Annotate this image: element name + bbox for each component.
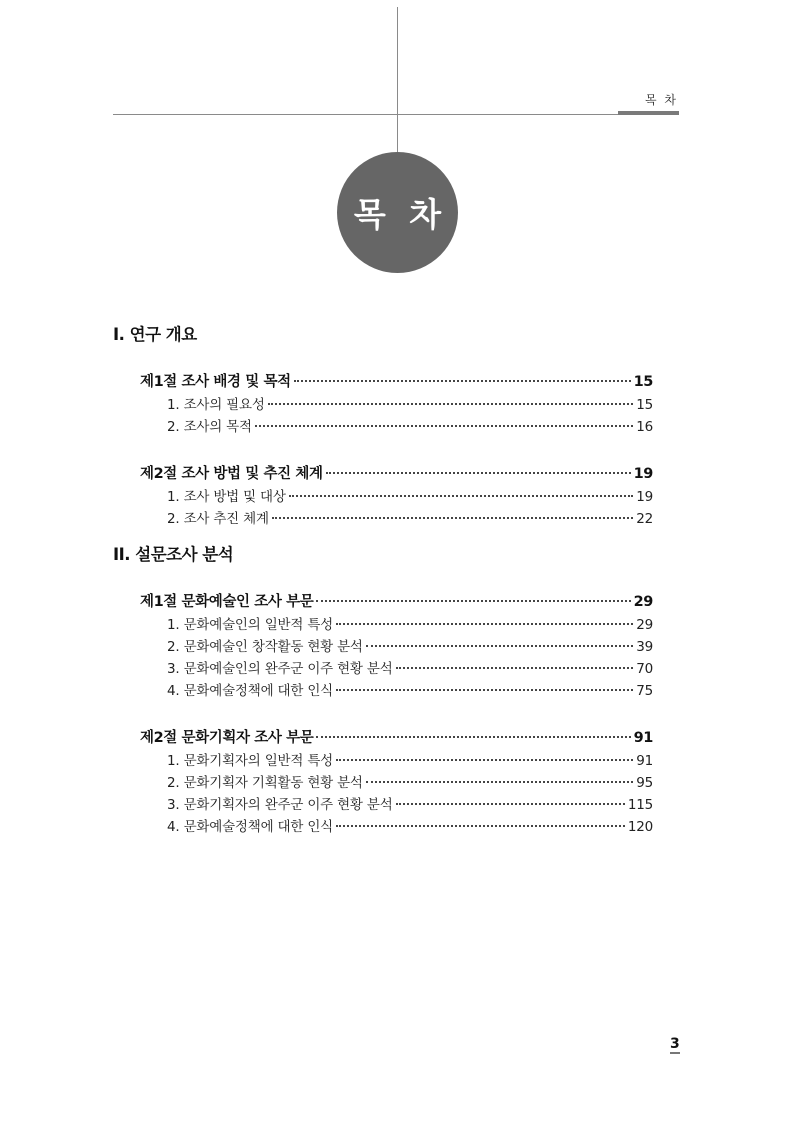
leader-dots xyxy=(255,425,633,427)
leader-dots xyxy=(294,380,631,382)
leader-dots xyxy=(336,689,633,691)
vertical-divider xyxy=(397,7,398,159)
leader-dots xyxy=(326,472,631,474)
toc-item[interactable]: 1. 문화예술인의 일반적 특성 29 xyxy=(167,614,653,636)
toc-section[interactable]: 제2절 조사 방법 및 추진 체계 19 xyxy=(140,462,653,486)
header-rule xyxy=(113,114,618,115)
toc-section[interactable]: 제1절 문화예술인 조사 부문 29 xyxy=(140,590,653,614)
page-ref: 29 xyxy=(636,617,653,633)
running-header: 목 차 xyxy=(645,93,678,107)
page-ref: 15 xyxy=(633,374,653,390)
leader-dots xyxy=(366,781,633,783)
page-ref: 115 xyxy=(627,797,653,813)
page-title: 목 차 xyxy=(353,195,448,234)
toc-item[interactable]: 2. 조사 추진 체계 22 xyxy=(167,508,653,530)
toc-section-group xyxy=(113,370,653,438)
toc-section[interactable]: 제2절 문화기획자 조사 부문 91 xyxy=(140,726,653,750)
toc-item[interactable]: 1. 문화기획자의 일반적 특성 91 xyxy=(167,750,653,772)
page-ref: 91 xyxy=(633,730,653,746)
title-badge xyxy=(337,152,458,273)
leader-dots xyxy=(366,645,633,647)
toc-item[interactable]: 2. 조사의 목적 16 xyxy=(167,416,653,438)
page-ref: 70 xyxy=(636,661,653,677)
toc-item[interactable]: 2. 문화기획자 기획활동 현황 분석 95 xyxy=(167,772,653,794)
toc-chapter[interactable]: I. 연구 개요 xyxy=(113,325,197,344)
toc-item[interactable]: 3. 문화예술인의 완주군 이주 현황 분석 70 xyxy=(167,658,653,680)
toc-item[interactable]: 4. 문화예술정책에 대한 인식 120 xyxy=(167,816,653,838)
page-ref: 16 xyxy=(636,419,653,435)
toc-item[interactable]: 3. 문화기획자의 완주군 이주 현황 분석 115 xyxy=(167,794,653,816)
toc-section-group xyxy=(113,590,653,702)
leader-dots xyxy=(289,495,633,497)
leader-dots xyxy=(336,759,633,761)
page-ref: 120 xyxy=(627,819,653,835)
page-ref: 29 xyxy=(633,594,653,610)
toc-section-group xyxy=(113,462,653,530)
header-accent-bar xyxy=(618,111,679,115)
page-ref: 19 xyxy=(633,466,653,482)
page-ref: 15 xyxy=(636,397,653,413)
leader-dots xyxy=(396,667,634,669)
toc-chapter[interactable]: II. 설문조사 분석 xyxy=(113,545,234,564)
page-ref: 91 xyxy=(636,753,653,769)
toc-item[interactable]: 4. 문화예술정책에 대한 인식 75 xyxy=(167,680,653,702)
page-ref: 39 xyxy=(636,639,653,655)
table-of-contents xyxy=(113,320,653,862)
page-ref: 95 xyxy=(636,775,653,791)
page-ref: 75 xyxy=(636,683,653,699)
page-ref: 19 xyxy=(636,489,653,505)
toc-item[interactable]: 2. 문화예술인 창작활동 현황 분석 39 xyxy=(167,636,653,658)
page-number: 3 xyxy=(670,1036,680,1052)
toc-item[interactable]: 1. 조사 방법 및 대상 19 xyxy=(167,486,653,508)
leader-dots xyxy=(396,803,625,805)
toc-section[interactable]: 제1절 조사 배경 및 목적 15 xyxy=(140,370,653,394)
leader-dots xyxy=(336,825,625,827)
leader-dots xyxy=(336,623,633,625)
leader-dots xyxy=(268,403,634,405)
page-ref: 22 xyxy=(636,511,653,527)
toc-section-group xyxy=(113,726,653,838)
leader-dots xyxy=(316,736,630,738)
toc-item[interactable]: 1. 조사의 필요성 15 xyxy=(167,394,653,416)
leader-dots xyxy=(272,517,633,519)
leader-dots xyxy=(316,600,630,602)
